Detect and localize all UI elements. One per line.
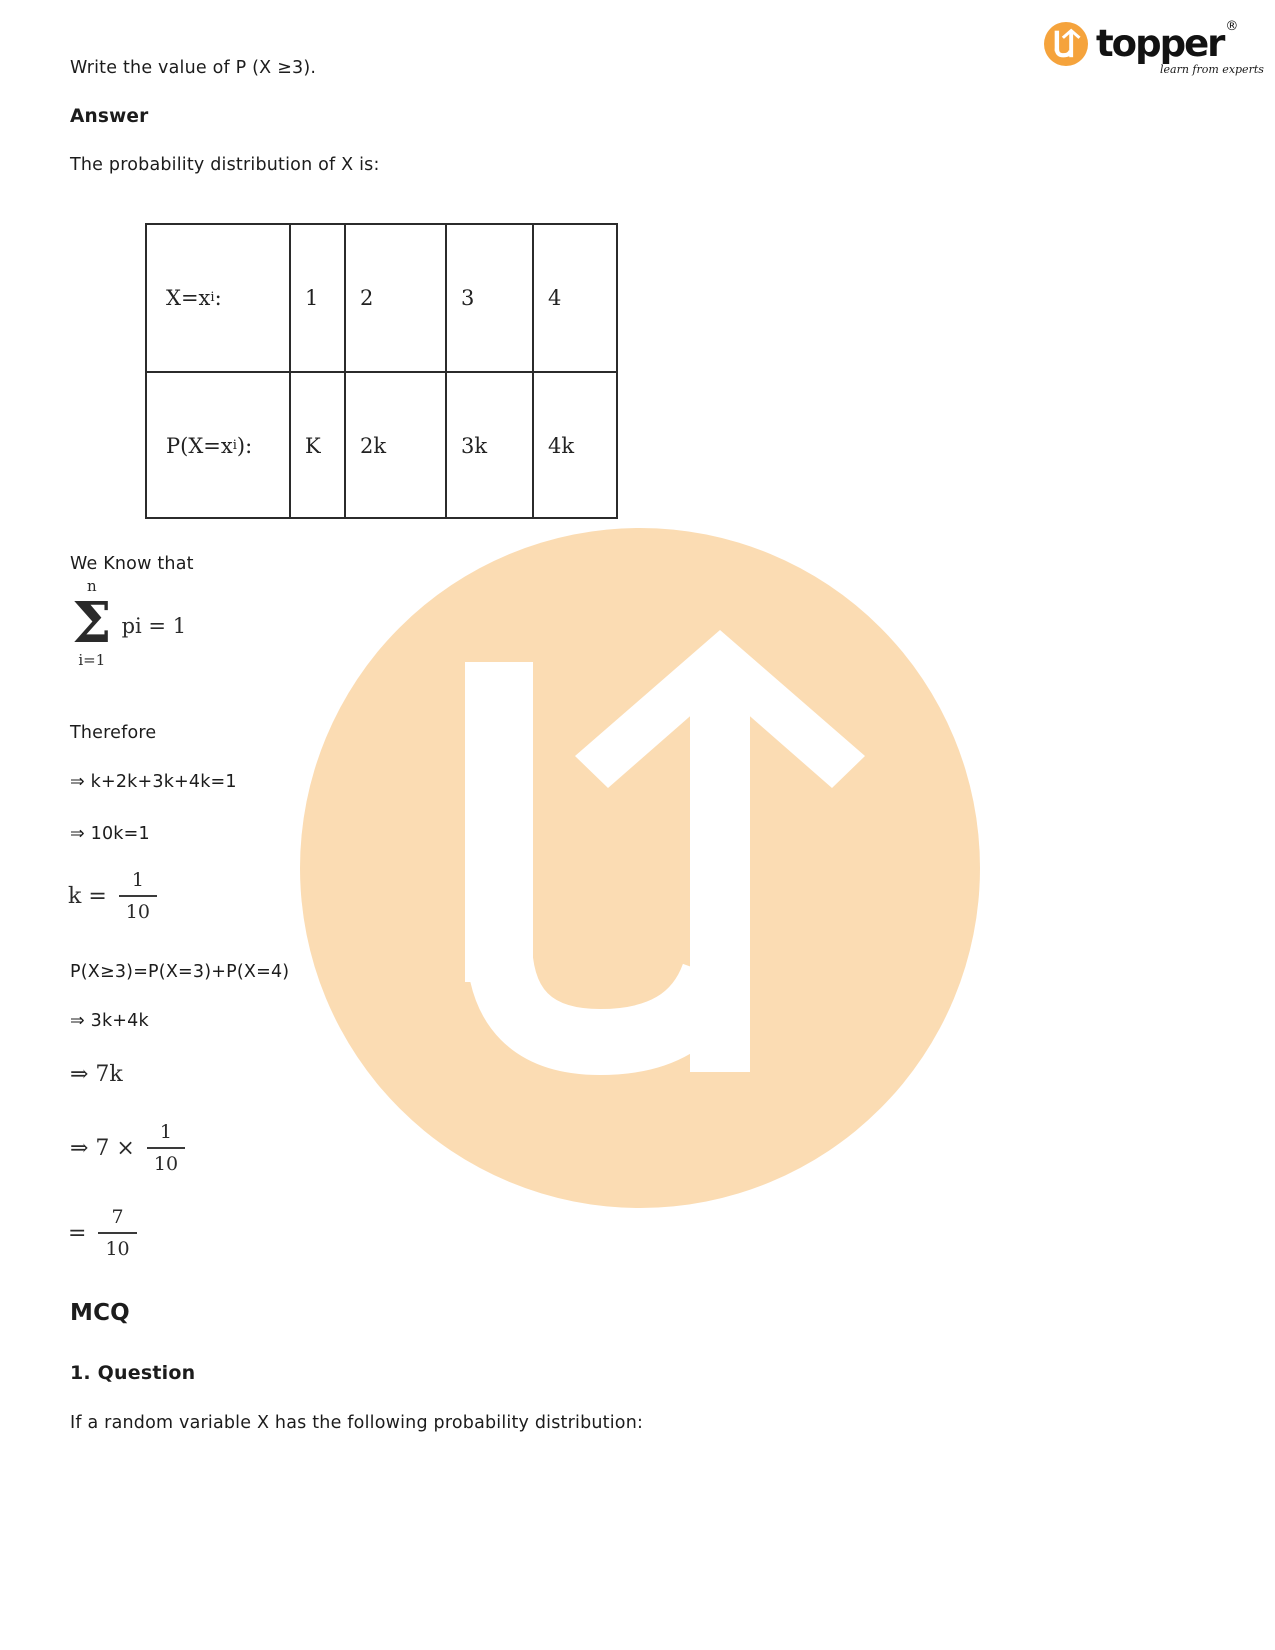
fraction-numerator: 1 xyxy=(131,869,144,891)
watermark-circle xyxy=(300,528,980,1208)
logo-row xyxy=(1044,19,1239,66)
step-7k: ⇒ 7k xyxy=(70,1062,123,1087)
table-cell-x1: 1 xyxy=(289,225,344,371)
sum-expression: pi = 1 xyxy=(121,614,187,638)
sigma-upper-limit: n xyxy=(86,577,97,595)
question-text: Write the value of P (X ≥3). xyxy=(70,58,317,78)
table-cell-p-label: P(X=x i ): xyxy=(147,371,289,518)
fraction-numerator: 7 xyxy=(111,1206,124,1228)
k-value-equation xyxy=(68,868,157,924)
table-cell-p4: 4k xyxy=(532,371,616,518)
mcq-heading: MCQ xyxy=(70,1300,130,1326)
table-cell-x4: 4 xyxy=(532,225,616,371)
therefore-text: Therefore xyxy=(70,723,157,743)
table-cell-x3: 3 xyxy=(445,225,532,371)
table-cell-p2: 2k xyxy=(344,371,445,518)
k-value-fraction xyxy=(119,868,157,924)
sigma-lower-limit: i=1 xyxy=(78,651,106,669)
table-cell-p3: 3k xyxy=(445,371,532,518)
next-question-text: If a random variable X has the following probability distribution: xyxy=(70,1413,644,1433)
seven-times-lhs: ⇒ 7 × xyxy=(70,1135,135,1161)
p-label-suffix: ): xyxy=(236,433,253,458)
fraction-denominator: 10 xyxy=(98,1232,136,1261)
registered-trademark: ® xyxy=(1225,19,1239,34)
x-label-suffix: : xyxy=(214,286,222,310)
seven-times-fraction xyxy=(147,1120,185,1176)
utopper-watermark-icon xyxy=(300,528,980,1208)
fraction-numerator: 1 xyxy=(159,1121,172,1143)
p-label-base: P(X=x xyxy=(166,433,233,458)
result-lhs: = xyxy=(68,1220,87,1246)
table-cell-p1: K xyxy=(289,371,344,518)
table-cell-x-label: X=x i : xyxy=(166,286,222,310)
we-know-text: We Know that xyxy=(70,554,194,574)
step-k-sum: ⇒ k+2k+3k+4k=1 xyxy=(70,772,237,792)
fraction-denominator: 10 xyxy=(119,895,157,924)
result-equation xyxy=(68,1205,137,1261)
probability-table xyxy=(145,223,618,519)
question-number-heading: 1. Question xyxy=(70,1362,196,1384)
result-fraction xyxy=(98,1205,136,1261)
sigma-column xyxy=(72,578,112,668)
x-label-base: X=x xyxy=(166,286,211,310)
logo-tagline: learn from experts xyxy=(1160,63,1264,76)
sigma-symbol: Σ xyxy=(72,590,112,656)
logo-circle xyxy=(1044,22,1088,66)
brand-name: topper xyxy=(1096,22,1224,65)
topper-logo-icon xyxy=(1044,22,1088,66)
fraction-denominator: 10 xyxy=(147,1147,185,1176)
k-equation-lhs: k = xyxy=(68,883,107,909)
step-7-times-fraction xyxy=(70,1120,185,1176)
p-expansion-text: P(X≥3)=P(X=3)+P(X=4) xyxy=(70,962,290,982)
summation-formula xyxy=(72,578,186,668)
table-cell-x2: 2 xyxy=(344,225,445,371)
intro-text: The probability distribution of X is: xyxy=(70,155,380,175)
step-10k: ⇒ 10k=1 xyxy=(70,824,150,844)
answer-heading: Answer xyxy=(70,106,149,127)
step-3k4k: ⇒ 3k+4k xyxy=(70,1011,149,1031)
